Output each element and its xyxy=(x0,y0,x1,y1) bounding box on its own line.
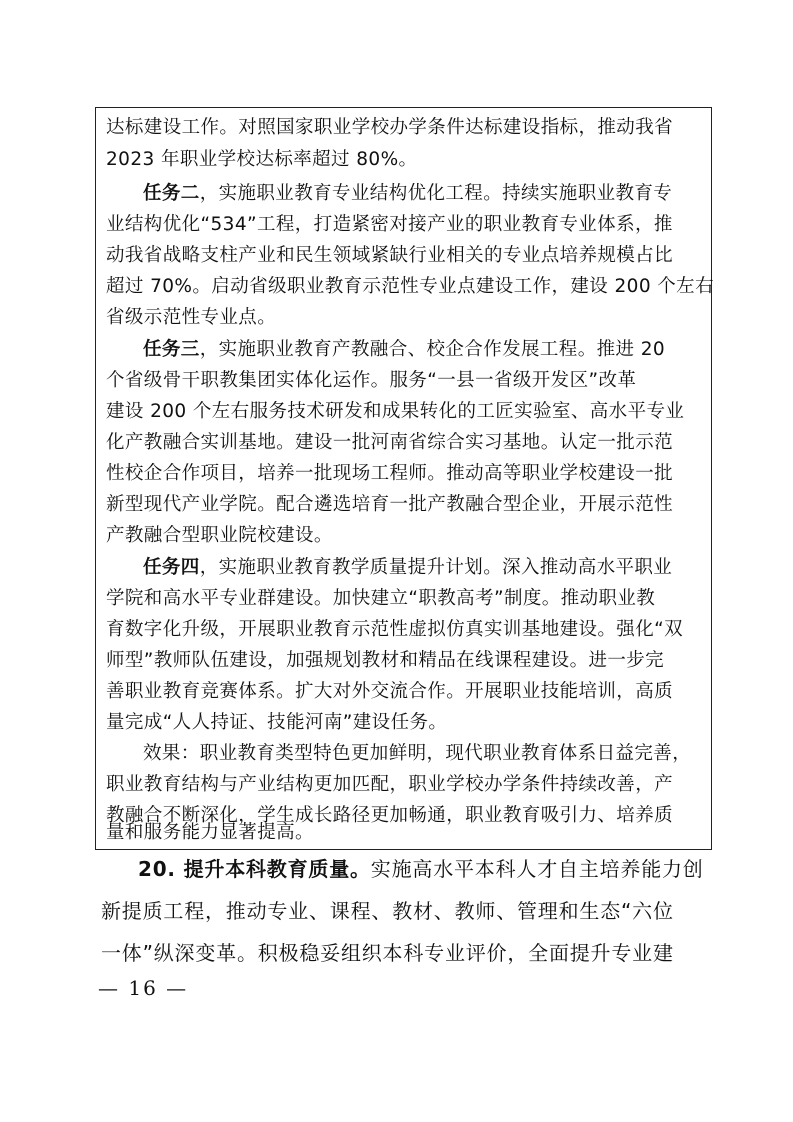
box-line: 达标建设工作。对照国家职业学校办学条件达标建设指标，推动我省 xyxy=(106,117,674,138)
task-paragraph-3 xyxy=(106,334,665,366)
box-line: 省级示范性专业点。 xyxy=(106,307,277,328)
box-line: 建设 200 个左右服务技术研发和成果转化的工匠实验室、高水平专业 xyxy=(106,401,685,422)
task-separator: ， xyxy=(199,339,219,360)
task-label: 任务二 xyxy=(143,183,200,204)
box-line: 动我省战略支柱产业和民生领域紧缺行业相关的专业点培养规模占比 xyxy=(106,245,674,266)
box-line: 实施职业教育产教融合、校企合作发展工程。推进 20 xyxy=(218,339,666,360)
box-line: ，实施职业教育教学质量提升计划。深入推动高水平职业 xyxy=(199,557,673,578)
box-line: 2023 年职业学校达标率超过 80%。 xyxy=(106,149,418,170)
task-label: 任务三 xyxy=(143,339,200,360)
box-line: 教融合不断深化，学生成长路径更加畅通，职业教育吸引力、培养质 xyxy=(106,805,674,826)
task-label: 任务四 xyxy=(143,557,200,578)
effect-paragraph: 效果：职业教育类型特色更加鲜明，现代职业教育体系日益完善， xyxy=(143,743,692,764)
body-line-rest: 实施高水平本科人才自主培养能力创 xyxy=(370,857,704,881)
box-line: 量和服务能力显著提高。 xyxy=(106,822,314,843)
box-line: 化产教融合实训基地。建设一批河南省综合实习基地。认定一批示范 xyxy=(106,432,674,453)
box-line: 性校企合作项目，培养一批现场工程师。推动高等职业学校建设一批 xyxy=(106,463,674,484)
box-line: 个省级骨干职教集团实体化运作。服务“一县一省级开发区”改革 xyxy=(106,370,637,391)
bordered-textbox xyxy=(95,107,712,850)
box-line: 师型”教师队伍建设，加强规划教材和精品在线课程建设。进一步完 xyxy=(106,650,665,671)
page-number: — 16 — xyxy=(98,976,189,1000)
box-line: 超过 70%。启动省级职业教育示范性专业点建设工作，建设 200 个左右 xyxy=(106,276,714,297)
box-line: ，实施职业教育专业结构优化工程。持续实施职业教育专 xyxy=(199,183,673,204)
box-line: 产教融合型职业院校建设。 xyxy=(106,525,333,546)
box-line: 业结构优化“534”工程，打造紧密对接产业的职业教育专业体系，推 xyxy=(106,214,673,235)
body-line xyxy=(138,848,704,890)
box-line: 量完成“人人持证、技能河南”建设任务。 xyxy=(106,712,448,733)
task-paragraph-4 xyxy=(106,552,672,584)
body-line: 一体”纵深变革。积极稳妥组织本科专业评价，全面提升专业建 xyxy=(101,941,674,965)
box-line: 育数字化升级，开展职业教育示范性虚拟仿真实训基地建设。强化“双 xyxy=(106,619,683,640)
box-line: 职业教育结构与产业结构更加匹配，职业学校办学条件持续改善，产 xyxy=(106,774,674,795)
box-line: 新型现代产业学院。配合遴选培育一批产教融合型企业，开展示范性 xyxy=(106,494,674,515)
body-line: 新提质工程，推动专业、课程、教材、教师、管理和生态“六位 xyxy=(101,899,674,923)
task-paragraph-2 xyxy=(106,178,672,210)
box-line: 善职业教育竞赛体系。扩大对外交流合作。开展职业技能培训，高质 xyxy=(106,681,674,702)
box-line: 学院和高水平专业群建设。加快建立“职教高考”制度。推动职业教 xyxy=(106,588,656,609)
section-heading: 20. 提升本科教育质量。 xyxy=(138,857,371,881)
